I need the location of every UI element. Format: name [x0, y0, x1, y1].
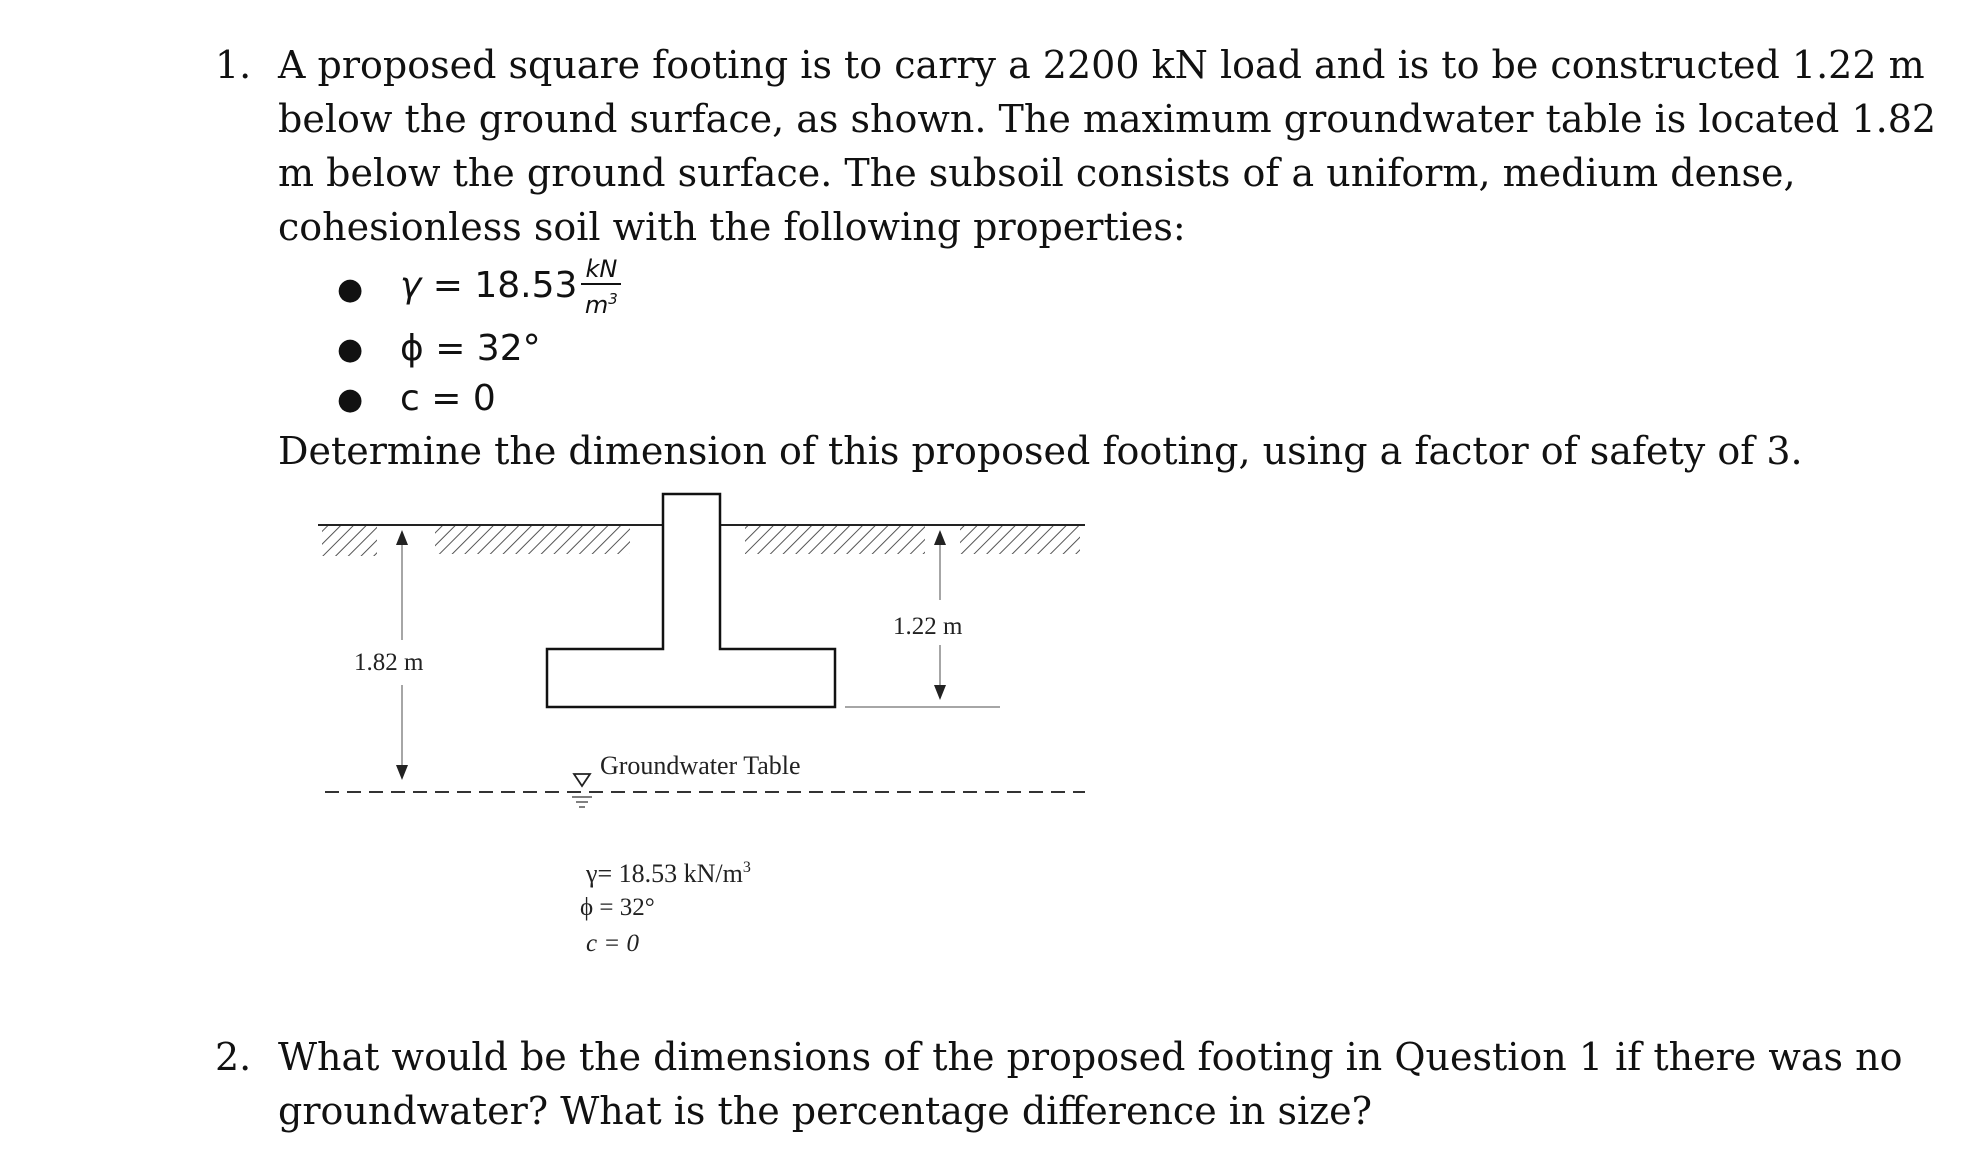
- gamma-symbol: γ: [400, 265, 422, 306]
- question-1-line: m below the ground surface. The subsoil consists of a uniform, medium dense,: [278, 151, 1796, 195]
- question-1-line: A proposed square footing is to carry a 2200 kN load and is to be constructed 1.22 m: [278, 43, 1925, 87]
- question-1-instruction: [278, 424, 1803, 478]
- instruction-line: Determine the dimension of this proposed footing, using a factor of safety of 3.: [278, 429, 1803, 473]
- question-2-number: 2.: [215, 1035, 252, 1079]
- soil-c-label: c = 0: [586, 930, 639, 957]
- question-1-text: [278, 38, 1936, 254]
- question-1-line: cohesionless soil with the following properties:: [278, 205, 1186, 249]
- bullet-icon: ●: [337, 382, 364, 417]
- gamma-unit-denominator: [581, 285, 621, 319]
- soil-gamma-exponent: 3: [742, 859, 751, 876]
- footing-diagram: [300, 480, 1100, 980]
- soil-gamma-label: [585, 859, 751, 888]
- bullet-icon: ●: [337, 332, 364, 367]
- dimension-label-footing: 1.22 m: [893, 613, 963, 640]
- soil-phi-label: ϕ = 32°: [580, 894, 655, 921]
- question-2-text: [278, 1030, 1902, 1138]
- groundwater-label: Groundwater Table: [600, 751, 801, 780]
- gamma-unit-den-exponent: 3: [608, 290, 618, 308]
- water-table-icon: [572, 774, 592, 807]
- property-gamma: [400, 255, 621, 319]
- dimension-label-gwt: 1.82 m: [354, 649, 424, 676]
- bullet-icon: ●: [337, 272, 364, 307]
- gamma-unit-den-base: m: [584, 291, 609, 319]
- gamma-value: = 18.53: [421, 265, 578, 306]
- question-2-line: What would be the dimensions of the proposed footing in Question 1 if there was no: [278, 1035, 1903, 1079]
- property-phi: ϕ = 32°: [400, 328, 541, 369]
- property-c: c = 0: [400, 378, 496, 419]
- question-2-line: groundwater? What is the percentage difference in size?: [278, 1089, 1373, 1133]
- soil-gamma-text: γ= 18.53 kN/m: [586, 859, 743, 888]
- question-1-line: below the ground surface, as shown. The maximum groundwater table is located 1.82: [278, 97, 1937, 141]
- gamma-unit-numerator: kN: [581, 255, 621, 285]
- question-1-number: 1.: [215, 43, 252, 87]
- gamma-unit: [581, 255, 621, 319]
